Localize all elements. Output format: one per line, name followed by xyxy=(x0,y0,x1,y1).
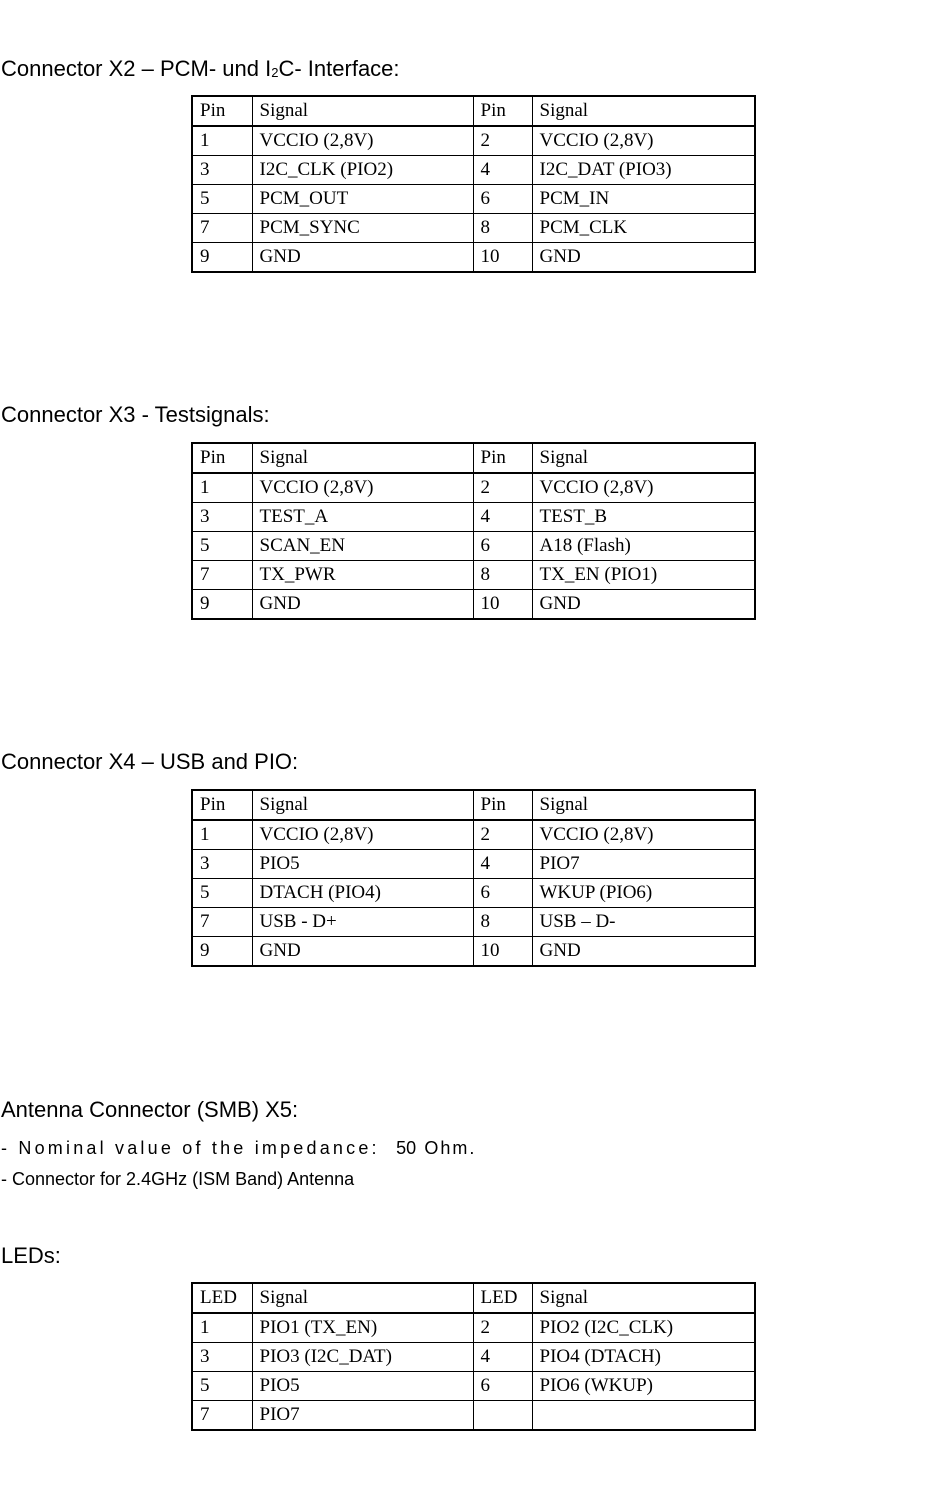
pin-number-cell: 1 xyxy=(192,1313,252,1343)
table-header-row xyxy=(192,1283,755,1313)
table-row xyxy=(192,937,755,967)
table-row xyxy=(192,156,755,185)
signal-cell: TX_EN (PIO1) xyxy=(532,561,755,590)
header-cell: Signal xyxy=(532,1283,755,1313)
pin-number-cell: 7 xyxy=(192,908,252,937)
antenna-note: - Connector for 2.4GHz (ISM Band) Antenna xyxy=(1,1169,355,1189)
signal-cell: PIO6 (WKUP) xyxy=(532,1372,755,1401)
header-cell: Signal xyxy=(532,790,755,820)
signal-cell: TEST_B xyxy=(532,503,755,532)
table-header-row xyxy=(192,96,755,126)
table-row xyxy=(192,879,755,908)
pin-number-cell: 3 xyxy=(192,156,252,185)
pin-number-cell: 9 xyxy=(192,243,252,273)
signal-cell: PIO5 xyxy=(252,850,473,879)
header-cell: Signal xyxy=(532,443,755,473)
pin-number-cell: 6 xyxy=(473,532,532,561)
table-row xyxy=(192,561,755,590)
table-row xyxy=(192,908,755,937)
pin-number-cell: 1 xyxy=(192,473,252,503)
x3-heading: Connector X3 - Testsignals: xyxy=(1,402,270,427)
header-cell: Signal xyxy=(252,96,473,126)
header-cell: Pin xyxy=(473,96,532,126)
signal-cell: VCCIO (2,8V) xyxy=(532,126,755,156)
pin-number-cell: 4 xyxy=(473,850,532,879)
x4-heading: Connector X4 – USB and PIO: xyxy=(1,749,299,774)
pin-number-cell: 2 xyxy=(473,1313,532,1343)
signal-cell: GND xyxy=(252,590,473,620)
header-cell: LED xyxy=(473,1283,532,1313)
signal-cell: VCCIO (2,8V) xyxy=(252,126,473,156)
header-cell: Pin xyxy=(192,790,252,820)
x4-pin-table xyxy=(191,789,756,967)
pin-number-cell: 4 xyxy=(473,1343,532,1372)
signal-cell: PIO3 (I2C_DAT) xyxy=(252,1343,473,1372)
header-cell: Pin xyxy=(192,443,252,473)
table-row xyxy=(192,850,755,879)
pin-number-cell: 9 xyxy=(192,937,252,967)
signal-cell: PCM_OUT xyxy=(252,185,473,214)
signal-cell: A18 (Flash) xyxy=(532,532,755,561)
header-cell: Pin xyxy=(192,96,252,126)
pin-number-cell: 6 xyxy=(473,879,532,908)
pin-number-cell: 10 xyxy=(473,937,532,967)
signal-cell: I2C_DAT (PIO3) xyxy=(532,156,755,185)
table-row xyxy=(192,185,755,214)
pin-number-cell: 3 xyxy=(192,1343,252,1372)
table-row xyxy=(192,126,755,156)
signal-cell: USB – D- xyxy=(532,908,755,937)
table-row xyxy=(192,473,755,503)
pin-number-cell: 7 xyxy=(192,214,252,243)
pin-number-cell: 5 xyxy=(192,1372,252,1401)
x3-pin-table xyxy=(191,442,756,620)
header-cell: Pin xyxy=(473,790,532,820)
pin-number-cell: 10 xyxy=(473,590,532,620)
table-header-row xyxy=(192,790,755,820)
signal-cell xyxy=(532,1401,755,1431)
table-row xyxy=(192,820,755,850)
pin-number-cell: 2 xyxy=(473,820,532,850)
signal-cell: TX_PWR xyxy=(252,561,473,590)
table-row xyxy=(192,1343,755,1372)
signal-cell: GND xyxy=(532,243,755,273)
impedance-note: - Nominal value of the impedance: 50 Ohm. xyxy=(1,1138,477,1158)
pin-number-cell: 4 xyxy=(473,503,532,532)
x5-heading: Antenna Connector (SMB) X5: xyxy=(1,1097,299,1122)
pin-number-cell: 7 xyxy=(192,1401,252,1431)
pin-number-cell: 5 xyxy=(192,879,252,908)
header-cell: Signal xyxy=(252,790,473,820)
pin-number-cell: 10 xyxy=(473,243,532,273)
table-row xyxy=(192,214,755,243)
leds-heading: LEDs: xyxy=(1,1243,61,1268)
pin-number-cell: 6 xyxy=(473,1372,532,1401)
pin-number-cell: 2 xyxy=(473,473,532,503)
pin-number-cell: 8 xyxy=(473,908,532,937)
pin-number-cell: 5 xyxy=(192,185,252,214)
signal-cell: PIO5 xyxy=(252,1372,473,1401)
table-row xyxy=(192,532,755,561)
header-cell: Signal xyxy=(252,1283,473,1313)
pin-number-cell: 8 xyxy=(473,561,532,590)
pin-number-cell: 7 xyxy=(192,561,252,590)
signal-cell: GND xyxy=(252,937,473,967)
signal-cell: USB - D+ xyxy=(252,908,473,937)
table-row xyxy=(192,1401,755,1431)
signal-cell: SCAN_EN xyxy=(252,532,473,561)
header-cell: LED xyxy=(192,1283,252,1313)
signal-cell: PCM_SYNC xyxy=(252,214,473,243)
x2-heading: Connector X2 – PCM- und $I_2C-$ Interface: xyxy=(1,56,400,81)
signal-cell: PIO7 xyxy=(532,850,755,879)
signal-cell: GND xyxy=(252,243,473,273)
pin-number-cell: 4 xyxy=(473,156,532,185)
table-row xyxy=(192,1313,755,1343)
pin-number-cell: 2 xyxy=(473,126,532,156)
table-header-row xyxy=(192,443,755,473)
table-row xyxy=(192,243,755,273)
pin-number-cell: 8 xyxy=(473,214,532,243)
pin-number-cell: 5 xyxy=(192,532,252,561)
signal-cell: PIO4 (DTACH) xyxy=(532,1343,755,1372)
pin-number-cell: 3 xyxy=(192,850,252,879)
signal-cell: VCCIO (2,8V) xyxy=(252,820,473,850)
header-cell: Pin xyxy=(473,443,532,473)
leds-table xyxy=(191,1282,756,1431)
pin-number-cell: 1 xyxy=(192,820,252,850)
pin-number-cell: 3 xyxy=(192,503,252,532)
pin-number-cell: 6 xyxy=(473,185,532,214)
signal-cell: GND xyxy=(532,937,755,967)
signal-cell: DTACH (PIO4) xyxy=(252,879,473,908)
table-row xyxy=(192,590,755,620)
pin-number-cell xyxy=(473,1401,532,1431)
signal-cell: PCM_IN xyxy=(532,185,755,214)
header-cell: Signal xyxy=(532,96,755,126)
signal-cell: TEST_A xyxy=(252,503,473,532)
signal-cell: GND xyxy=(532,590,755,620)
table-row xyxy=(192,1372,755,1401)
table-row xyxy=(192,503,755,532)
signal-cell: PIO1 (TX_EN) xyxy=(252,1313,473,1343)
signal-cell: PIO7 xyxy=(252,1401,473,1431)
signal-cell: I2C_CLK (PIO2) xyxy=(252,156,473,185)
signal-cell: WKUP (PIO6) xyxy=(532,879,755,908)
signal-cell: VCCIO (2,8V) xyxy=(252,473,473,503)
pin-number-cell: 1 xyxy=(192,126,252,156)
x2-pin-table xyxy=(191,95,756,273)
signal-cell: VCCIO (2,8V) xyxy=(532,473,755,503)
signal-cell: PIO2 (I2C_CLK) xyxy=(532,1313,755,1343)
header-cell: Signal xyxy=(252,443,473,473)
signal-cell: PCM_CLK xyxy=(532,214,755,243)
pin-number-cell: 9 xyxy=(192,590,252,620)
signal-cell: VCCIO (2,8V) xyxy=(532,820,755,850)
